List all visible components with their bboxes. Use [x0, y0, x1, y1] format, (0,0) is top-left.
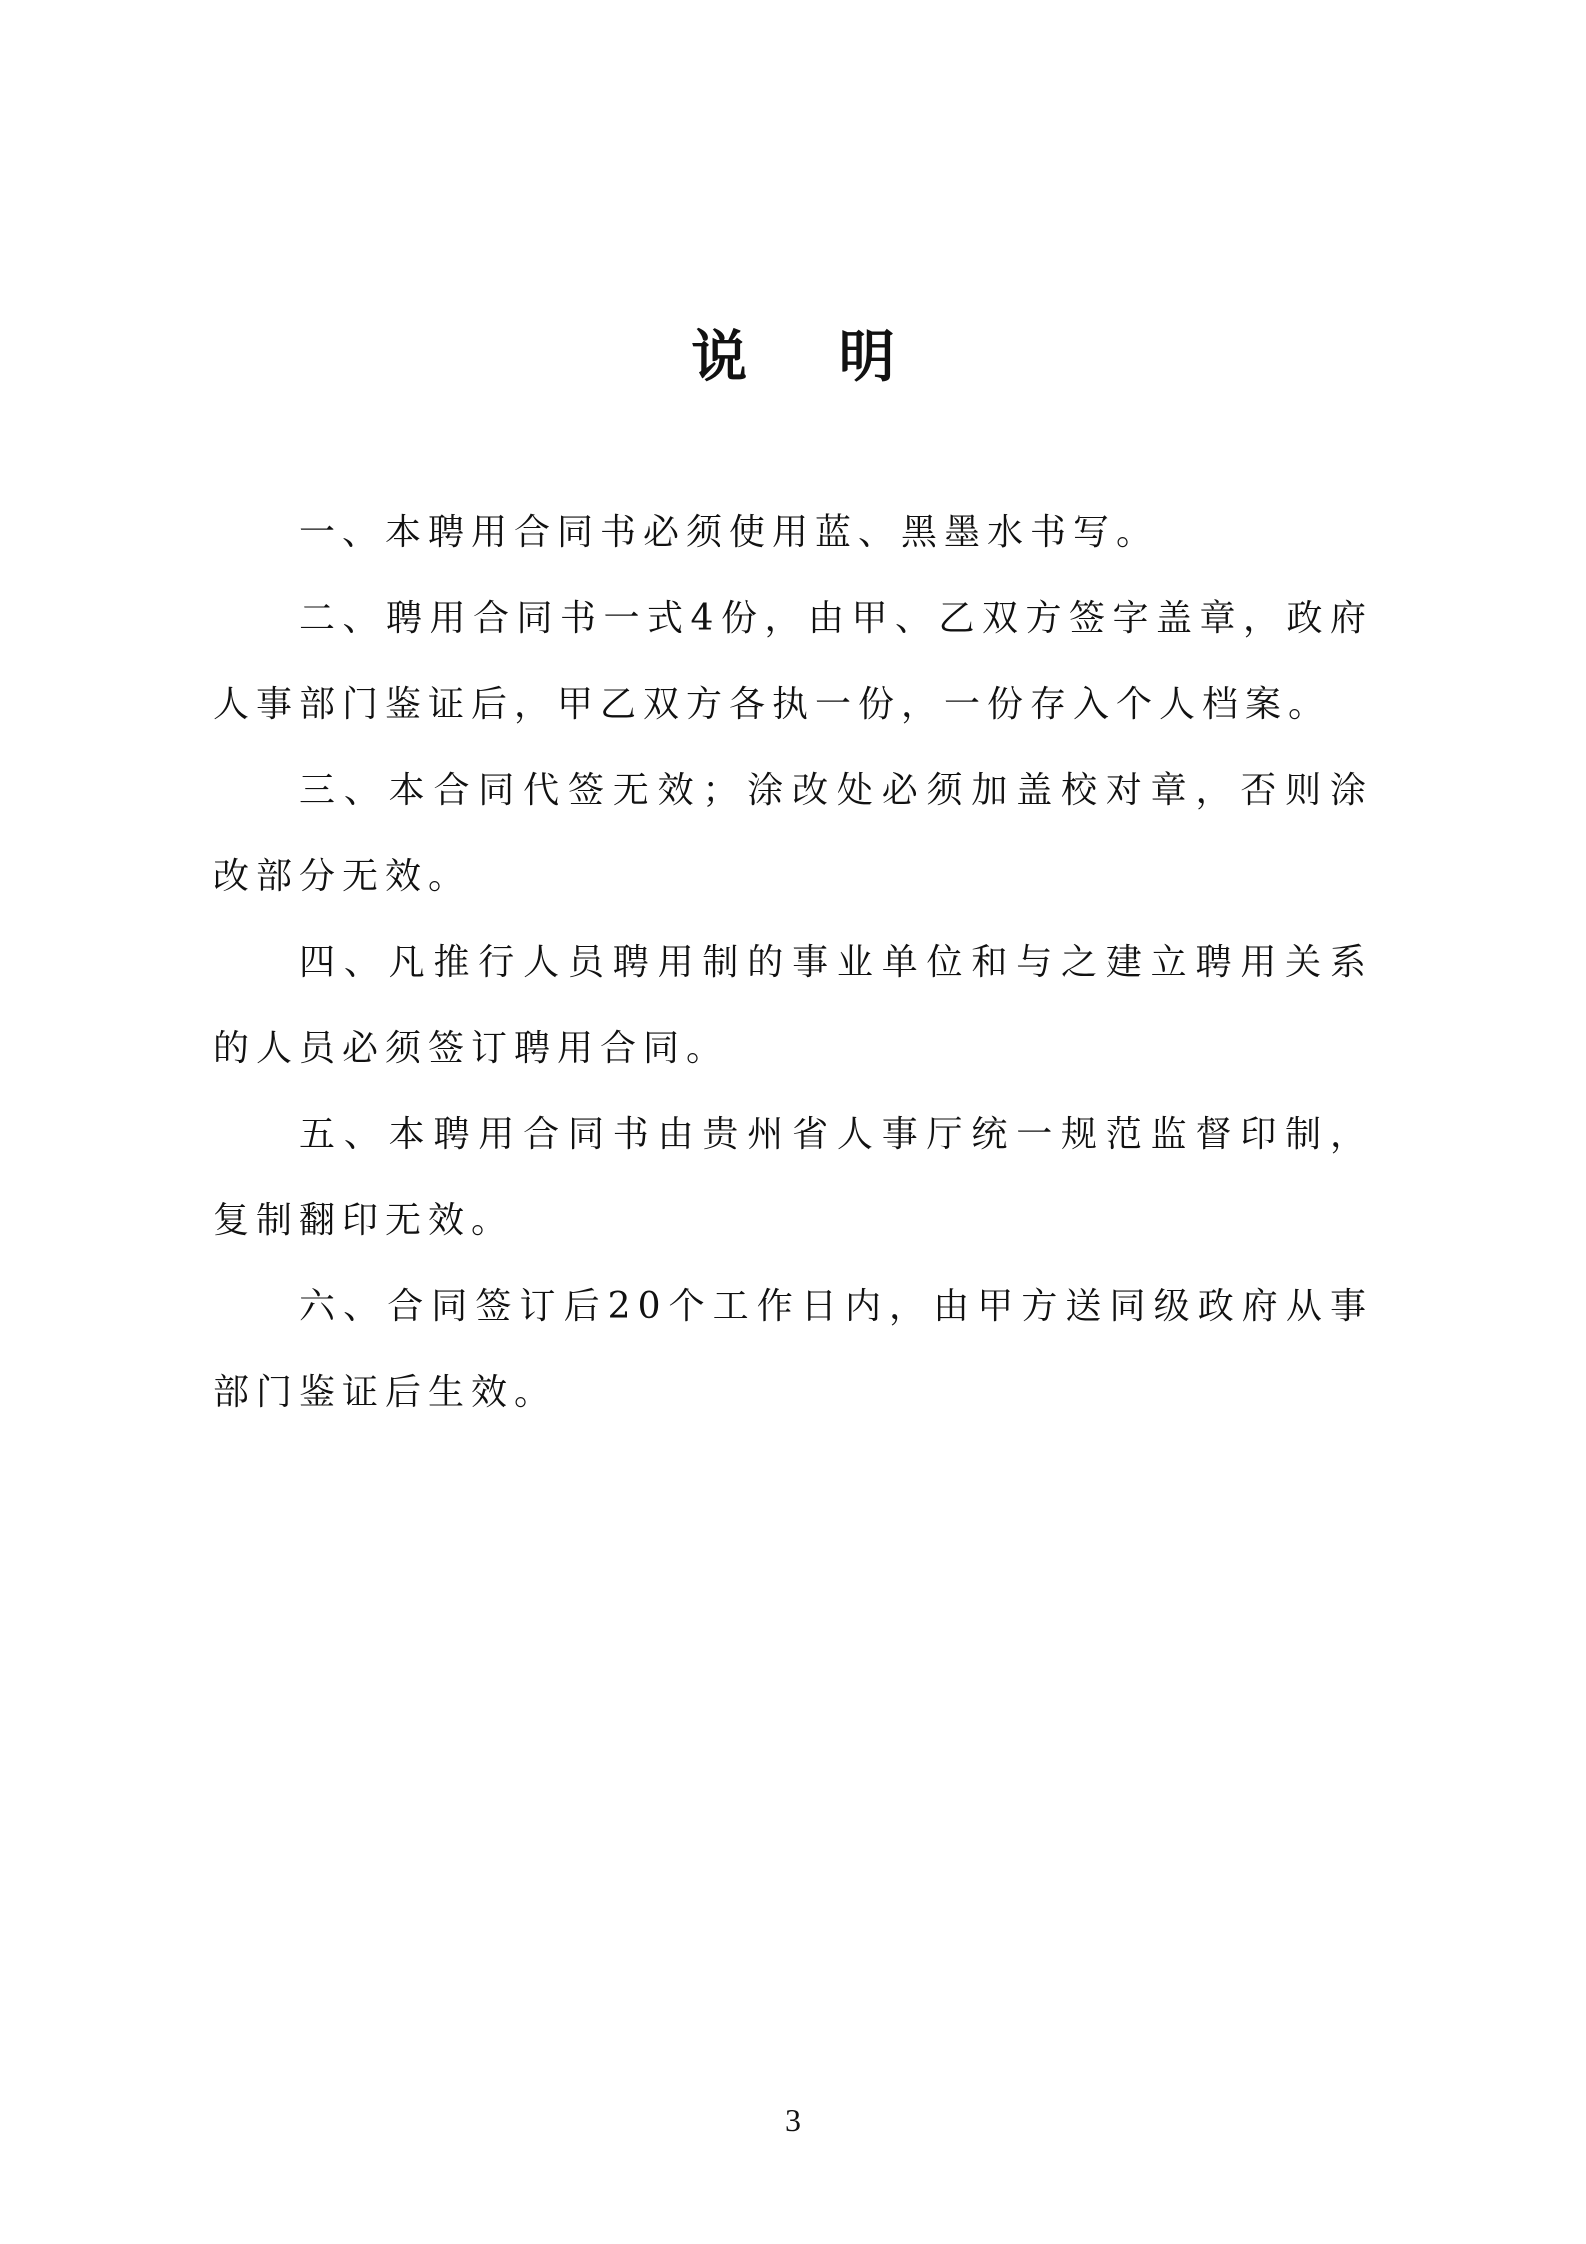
page-number: 3	[785, 2102, 801, 2138]
instructions-body	[213, 490, 1373, 1436]
instruction-item-1: 一、本聘用合同书必须使用蓝、黑墨水书写。	[299, 512, 1160, 553]
instruction-item-5: 五、本聘用合同书由贵州省人事厅统一规范监督印制，复制翻印无效。	[213, 1114, 1373, 1241]
instruction-item-3: 三、本合同代签无效；涂改处必须加盖校对章，否则涂改部分无效。	[213, 770, 1373, 897]
instruction-item-4: 四、凡推行人员聘用制的事业单位和与之建立聘用关系的人员必须签订聘用合同。	[213, 942, 1373, 1069]
instruction-item-2: 二、聘用合同书一式4份，由甲、乙双方签字盖章，政府人事部门鉴证后，甲乙双方各执一份，一份存入个人档案。	[213, 598, 1373, 725]
instruction-item-6: 六、合同签订后20个工作日内，由甲方送同级政府从事部门鉴证后生效。	[213, 1286, 1373, 1413]
page-title: 说 明	[691, 325, 931, 390]
